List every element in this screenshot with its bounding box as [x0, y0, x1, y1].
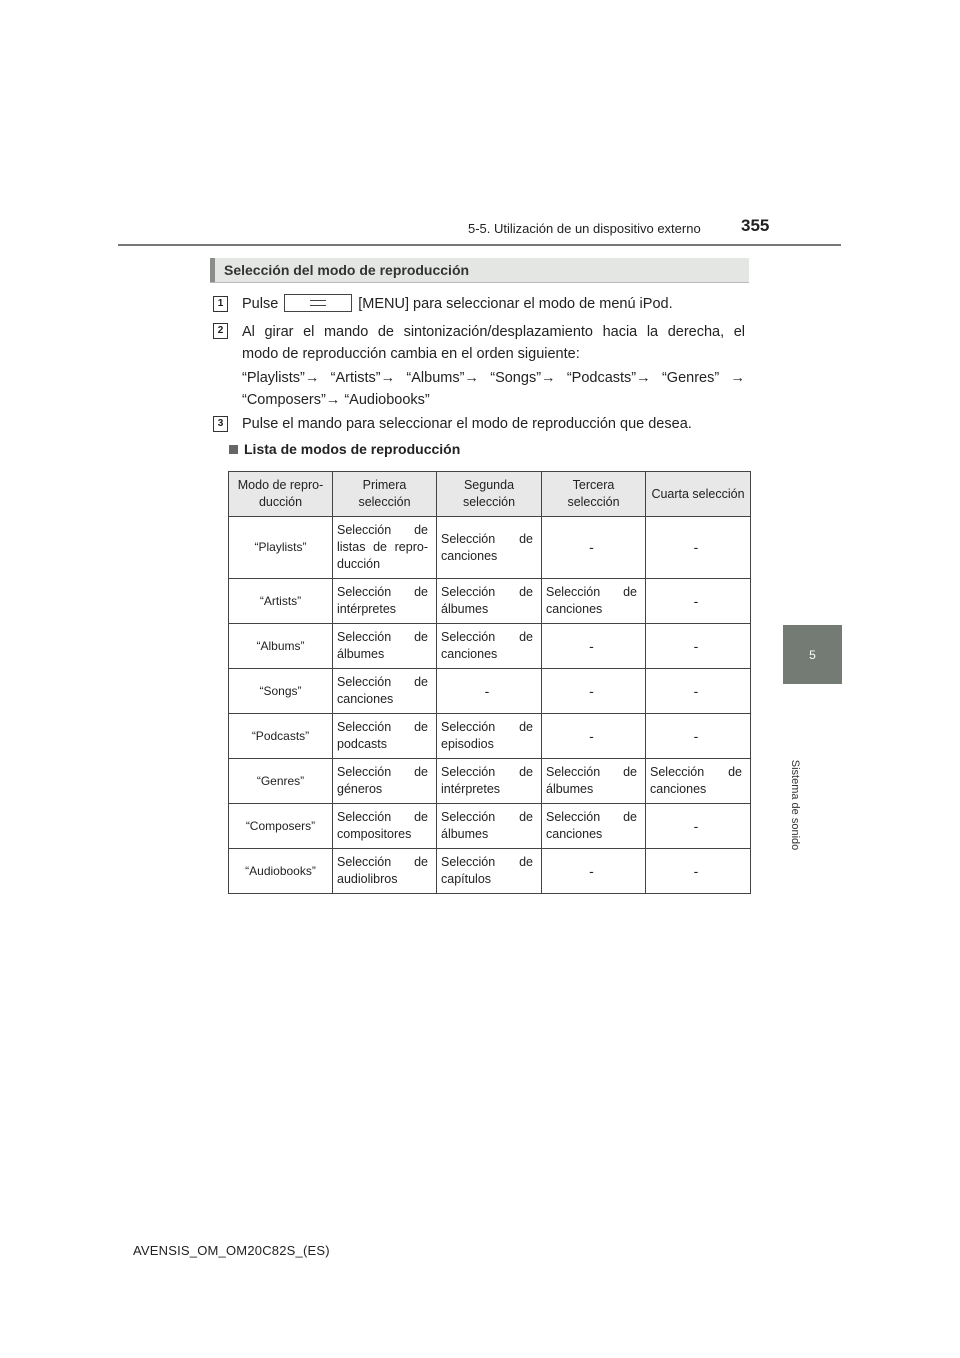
- table-cell: “Genres”: [229, 759, 333, 804]
- step-1-text-before: Pulse: [242, 296, 279, 312]
- table-cell: Selección de géneros: [333, 759, 437, 804]
- section-heading-bar: [210, 258, 749, 283]
- step-number-1: 1: [213, 296, 228, 312]
- table-header-cell: Segunda selección: [437, 472, 542, 517]
- table-header-cell: Cuarta selección: [646, 472, 751, 517]
- step-number-2: 2: [213, 323, 228, 339]
- table-row: [229, 714, 751, 759]
- table-cell: -: [542, 669, 646, 714]
- table-cell: Selección de álbumes: [333, 624, 437, 669]
- table-cell: -: [542, 624, 646, 669]
- table-cell: “Audiobooks”: [229, 849, 333, 894]
- playback-modes-table: [228, 471, 751, 894]
- table-cell: -: [646, 517, 751, 579]
- table-cell: -: [646, 579, 751, 624]
- table-cell: Selección de álbumes: [437, 579, 542, 624]
- square-bullet-icon: [229, 445, 238, 454]
- table-header-cell: Tercera selección: [542, 472, 646, 517]
- table-cell: -: [646, 669, 751, 714]
- table-cell: Selección de intérpretes: [437, 759, 542, 804]
- page-number: 355: [741, 216, 770, 235]
- table-row: [229, 517, 751, 579]
- mode-sequence-line-1: “Playlists”→ “Artists”→ “Albums”→ “Songs”→ “Podcasts”→ “Genres” →: [242, 370, 745, 386]
- table-cell: Selección de canciones: [437, 517, 542, 579]
- table-header-cell: Primera selección: [333, 472, 437, 517]
- table-row: [229, 669, 751, 714]
- chapter-tab: [783, 625, 842, 684]
- table-cell: -: [542, 849, 646, 894]
- table-cell: -: [646, 624, 751, 669]
- table-cell: Selección de álbumes: [437, 804, 542, 849]
- step-1-text: [242, 293, 752, 315]
- subheading-text: Lista de modos de reproducción: [244, 441, 461, 457]
- table-row: [229, 759, 751, 804]
- table-cell: Selección de episodios: [437, 714, 542, 759]
- table-cell: -: [646, 849, 751, 894]
- header-section-title: 5-5. Utilización de un dispositivo externo: [468, 221, 701, 236]
- table-cell: -: [646, 804, 751, 849]
- section-heading-title: Selección del modo de reproducción: [224, 262, 470, 278]
- step-number-3: 3: [213, 416, 228, 432]
- table-cell: Selección de canciones: [437, 624, 542, 669]
- table-cell: -: [542, 714, 646, 759]
- table-cell: Selección de canciones: [646, 759, 751, 804]
- table-cell: “Podcasts”: [229, 714, 333, 759]
- table-cell: “Playlists”: [229, 517, 333, 579]
- table-cell: Selección de canciones: [542, 804, 646, 849]
- table-cell: “Artists”: [229, 579, 333, 624]
- table-cell: “Albums”: [229, 624, 333, 669]
- step-1-text-after: [MENU] para seleccionar el modo de menú iPod.: [358, 296, 673, 312]
- mode-sequence-line-2: “Composers”→ “Audiobooks”: [242, 392, 430, 408]
- table-cell: Selección de capítulos: [437, 849, 542, 894]
- table-cell: “Composers”: [229, 804, 333, 849]
- table-row: [229, 849, 751, 894]
- step-3-text: Pulse el mando para seleccionar el modo de reproducción que desea.: [242, 416, 692, 432]
- table-cell: -: [542, 517, 646, 579]
- table-header-cell: Modo de repro-ducción: [229, 472, 333, 517]
- table-cell: Selección de álbumes: [542, 759, 646, 804]
- header-divider: [118, 244, 841, 246]
- table-cell: Selección de canciones: [333, 669, 437, 714]
- table-cell: Selección de canciones: [542, 579, 646, 624]
- table-cell: Selección de podcasts: [333, 714, 437, 759]
- table-cell: “Songs”: [229, 669, 333, 714]
- chapter-number: 5: [809, 647, 816, 662]
- table-cell: Selección de compositores: [333, 804, 437, 849]
- step-2-line-1: Al girar el mando de sintonización/desplazamiento hacia la derecha, el: [242, 324, 745, 340]
- document-footer-code: AVENSIS_OM_OM20C82S_(ES): [133, 1243, 330, 1258]
- table-row: [229, 624, 751, 669]
- chapter-label-text: Sistema de sonido: [789, 759, 801, 851]
- subheading: [229, 441, 460, 457]
- table-cell: Selección de intérpretes: [333, 579, 437, 624]
- table-header-row: [229, 472, 751, 517]
- menu-button-icon: [284, 294, 352, 312]
- table-row: [229, 804, 751, 849]
- table-cell: Selección de audiolibros: [333, 849, 437, 894]
- chapter-side-label: [780, 745, 810, 865]
- section-heading-accent: [210, 258, 215, 282]
- table-cell: -: [437, 669, 542, 714]
- table-cell: -: [646, 714, 751, 759]
- table-row: [229, 579, 751, 624]
- table-cell: Selección de listas de repro-ducción: [333, 517, 437, 579]
- step-2-line-2: modo de reproducción cambia en el orden siguiente:: [242, 346, 580, 362]
